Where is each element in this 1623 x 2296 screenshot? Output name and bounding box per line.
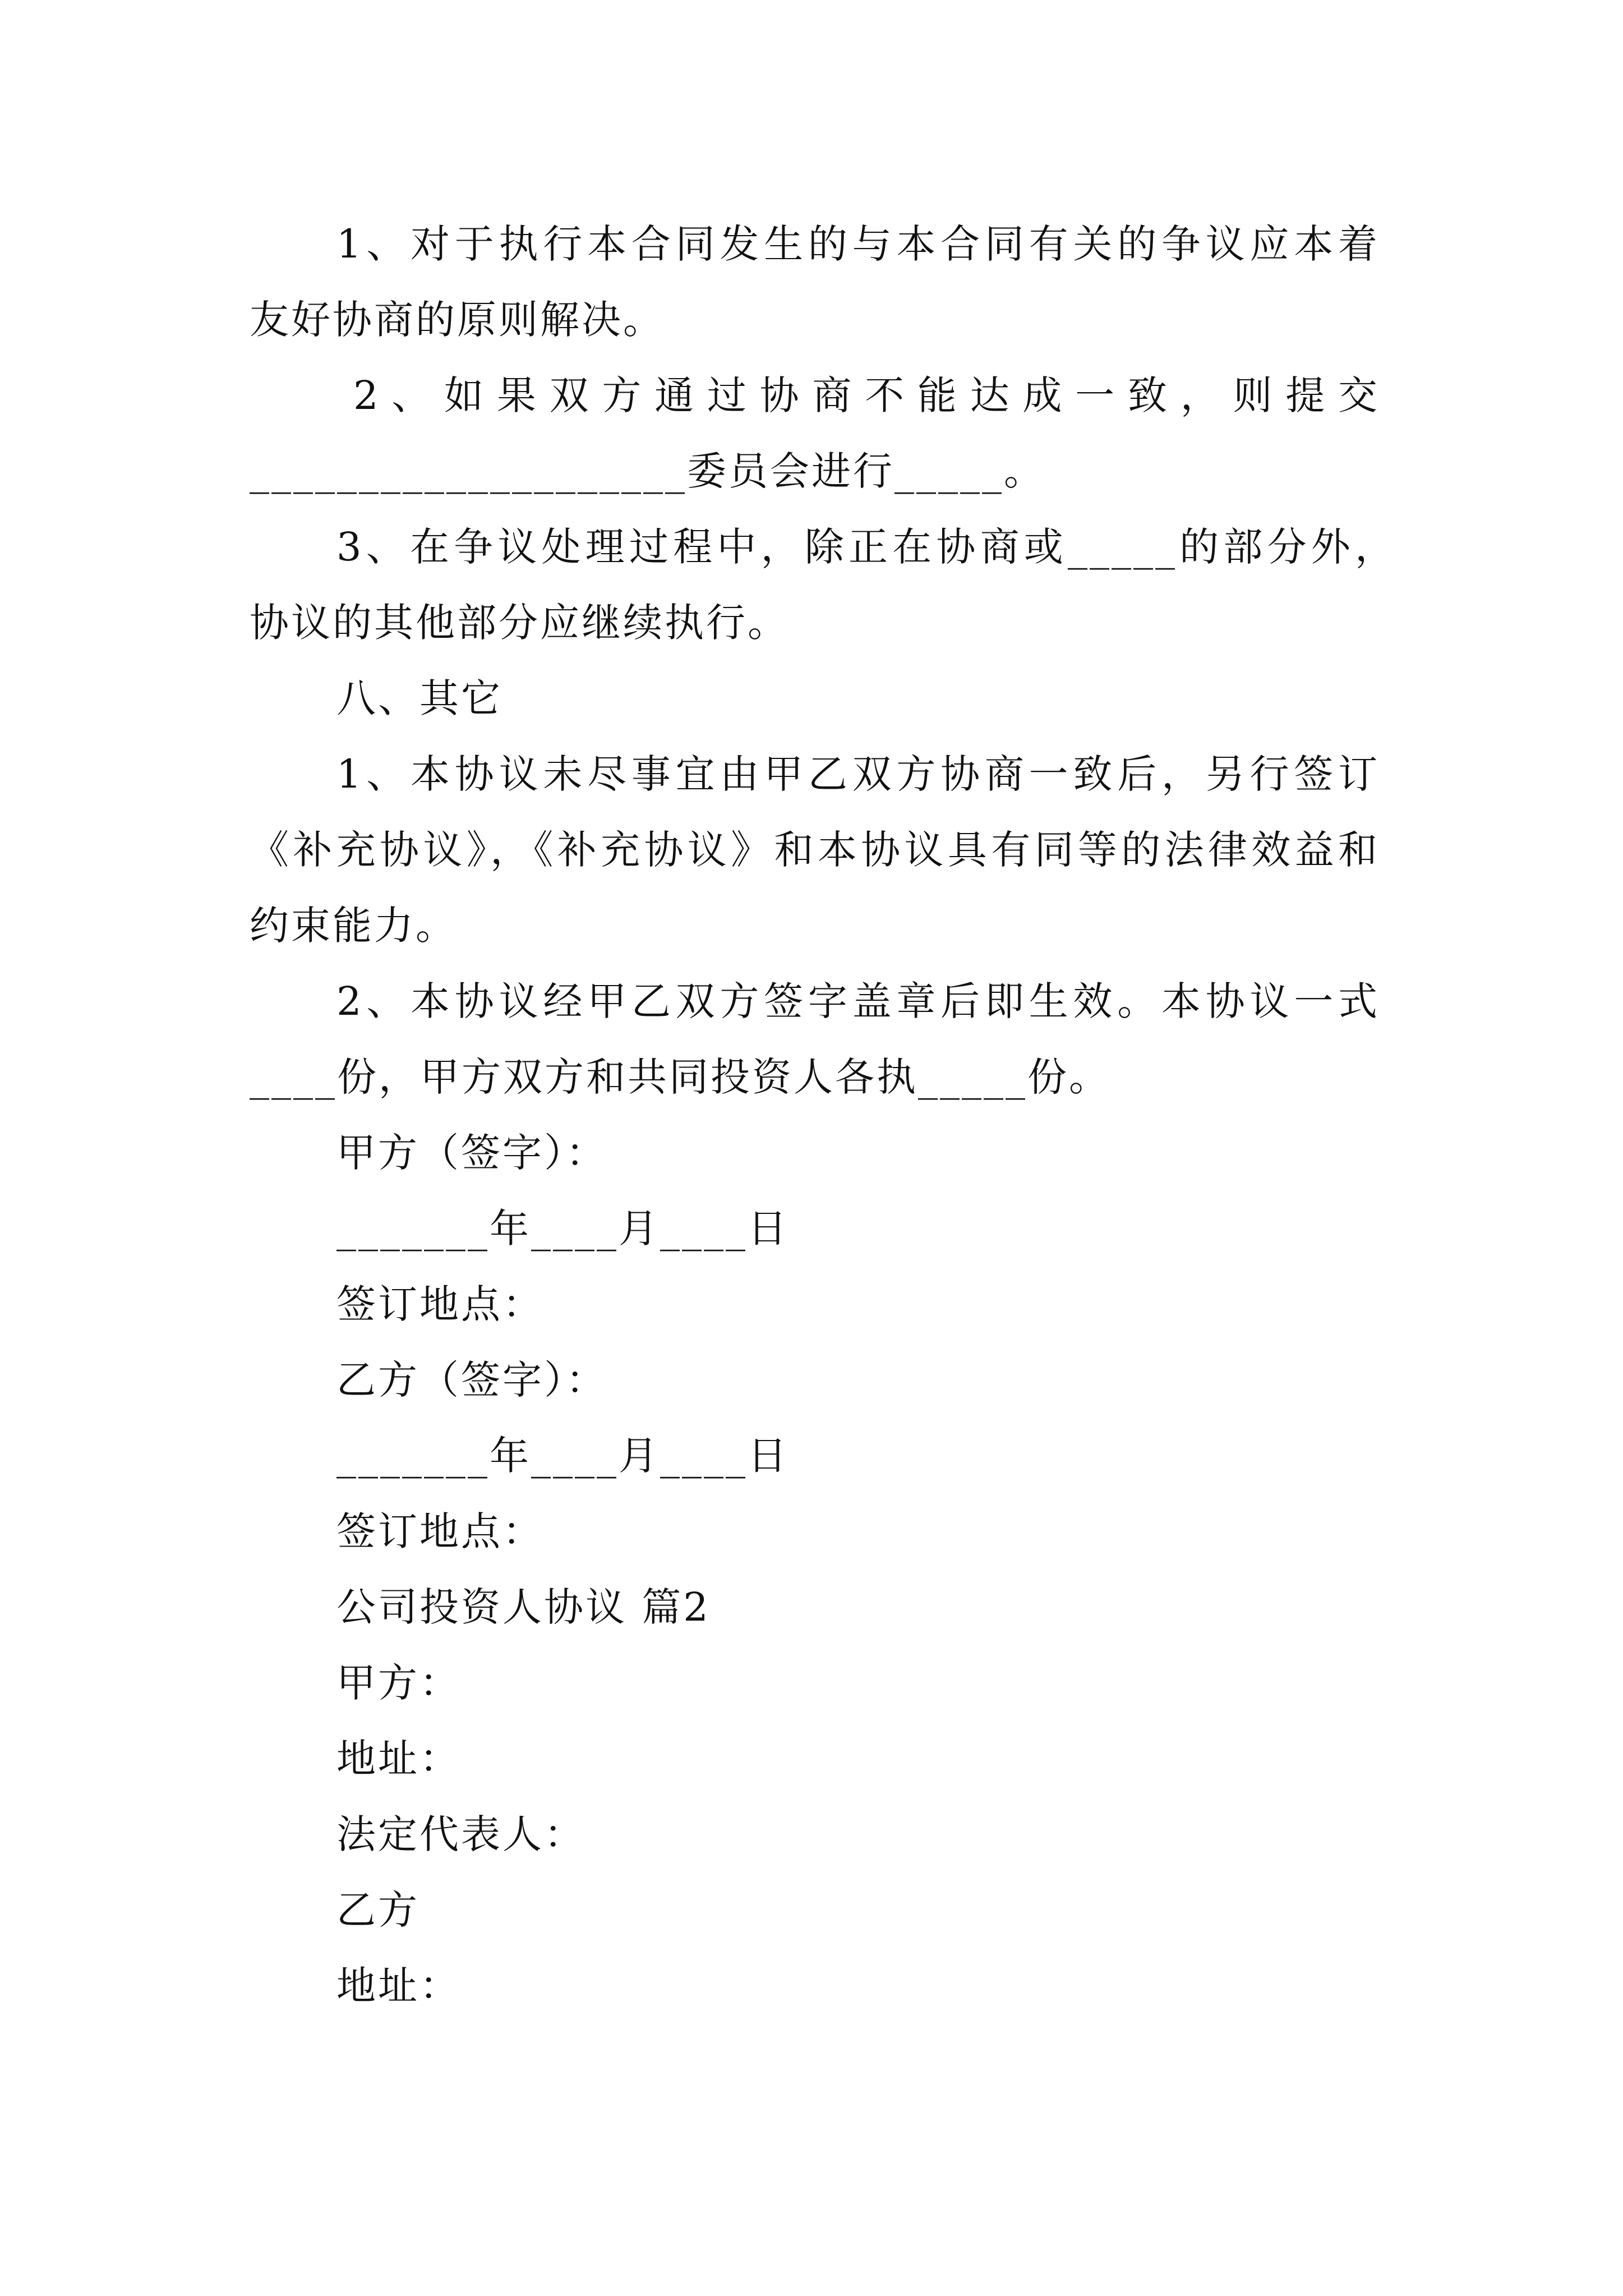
text-line-10: 约束能力。 xyxy=(250,903,457,949)
party-b-signing-place: 签订地点： xyxy=(336,1508,544,1554)
text-line-1: 1、对于执行本合同发生的与本合同有关的争议应本着 xyxy=(336,221,1380,267)
text-line-4: ____________________委员会进行_____。 xyxy=(250,448,1045,494)
section-title-part-2: 公司投资人协议 篇2 xyxy=(336,1584,711,1630)
text-line-8: 1、本协议未尽事宜由甲乙双方协商一致后，另行签订 xyxy=(336,751,1380,797)
legal-representative-label: 法定代表人： xyxy=(336,1811,585,1857)
party-a-signing-place: 签订地点： xyxy=(336,1281,544,1327)
party-b-date-line: _______年____月____日 xyxy=(336,1433,789,1479)
text-line-6: 协议的其他部分应继续执行。 xyxy=(250,600,789,646)
text-line-11: 2、本协议经甲乙双方签字盖章后即生效。本协议一式 xyxy=(336,978,1380,1024)
party-a-signature-label: 甲方（签字）： xyxy=(336,1130,607,1176)
party-a-address-label: 地址： xyxy=(336,1736,461,1782)
text-line-9: 《补充协议》，《补充协议》和本协议具有同等的法律效益和 xyxy=(250,827,1380,873)
party-b-address-label: 地址： xyxy=(336,1963,461,2009)
section-heading-other: 八、其它 xyxy=(336,675,502,721)
text-line-3: 2、如果双方通过协商不能达成一致，则提交 xyxy=(353,372,1380,418)
text-line-12: ____份，甲方双方和共同投资人各执_____份。 xyxy=(250,1054,1110,1100)
text-line-5: 3、在争议处理过程中，除正在协商或_____的部分外， xyxy=(336,524,1396,570)
party-b-label: 乙方 xyxy=(336,1887,419,1933)
party-a-date-line: _______年____月____日 xyxy=(336,1205,789,1251)
party-b-signature-label: 乙方（签字）： xyxy=(336,1357,607,1403)
text-line-2: 友好协商的原则解决。 xyxy=(250,297,665,343)
party-a-label: 甲方： xyxy=(336,1660,461,1706)
